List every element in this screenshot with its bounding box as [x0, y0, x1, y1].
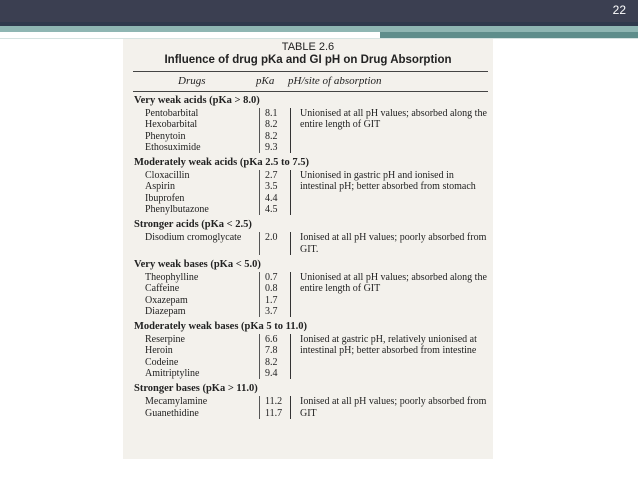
column-divider-right — [290, 334, 291, 379]
column-divider-left — [259, 108, 260, 153]
drug-pka: 2.7 — [265, 170, 278, 182]
drug-group — [123, 156, 493, 215]
absorption-note: Ionised at all pH values; poorly absorbed from GIT. — [300, 232, 487, 255]
drug-name: Guanethidine — [145, 407, 199, 419]
table-row — [123, 142, 493, 153]
drug-group — [123, 218, 493, 255]
group-heading: Very weak acids (pKa > 8.0) — [134, 95, 260, 106]
drug-pka: 0.8 — [265, 283, 278, 295]
scanned-table-image — [123, 39, 493, 459]
table-row — [123, 368, 493, 379]
drug-group — [123, 382, 493, 419]
table-rule-top — [133, 71, 488, 72]
drug-name: Theophylline — [145, 271, 199, 283]
drug-name: Reserpine — [145, 334, 185, 346]
group-heading: Moderately weak acids (pKa 2.5 to 7.5) — [134, 157, 309, 169]
column-header-site: pH/site of absorption — [288, 75, 382, 87]
drug-name: Mecamylamine — [145, 396, 208, 408]
column-divider-right — [290, 108, 291, 153]
group-rows — [123, 396, 493, 419]
absorption-note: Unionised at all pH values; absorbed along the entire length of GIT — [300, 271, 487, 295]
drug-pka: 2.0 — [265, 232, 278, 244]
column-divider-left — [259, 272, 260, 317]
drug-name: Caffeine — [145, 283, 180, 295]
drug-name: Amitriptyline — [145, 368, 200, 380]
drug-name: Ethosuximide — [145, 141, 201, 153]
drug-name: Pentobarbital — [145, 108, 199, 119]
drug-pka: 3.5 — [265, 181, 278, 193]
group-heading: Stronger bases (pKa > 11.0) — [134, 383, 258, 395]
drug-pka: 8.2 — [265, 119, 278, 131]
drug-name: Phenytoin — [145, 130, 186, 142]
drug-pka: 3.7 — [265, 305, 278, 317]
drug-name: Oxazepam — [145, 294, 188, 306]
slide-header-bar — [0, 0, 638, 22]
drug-name: Aspirin — [145, 181, 175, 193]
column-divider-left — [259, 232, 260, 255]
drug-group — [123, 320, 493, 379]
drug-pka: 4.4 — [265, 192, 278, 204]
group-rows — [123, 232, 493, 255]
table-rule-header — [133, 91, 488, 92]
drug-pka: 8.1 — [265, 108, 278, 119]
drug-name: Phenylbutazone — [145, 204, 209, 216]
group-rows — [123, 170, 493, 215]
table-row — [123, 193, 493, 204]
drug-pka: 0.7 — [265, 271, 278, 283]
table-row — [123, 204, 493, 215]
table-row — [123, 306, 493, 317]
table-row — [123, 131, 493, 142]
drug-group — [123, 94, 493, 153]
drug-pka: 9.3 — [265, 141, 278, 153]
column-divider-right — [290, 232, 291, 255]
table-row — [123, 295, 493, 306]
table-row — [123, 357, 493, 368]
absorption-note: Ionised at gastric pH, relatively unionised at intestinal pH; better absorbed from intestine — [300, 334, 477, 357]
drug-pka: 9.4 — [265, 368, 278, 380]
drug-name: Ibuprofen — [145, 192, 185, 204]
group-heading: Very weak bases (pKa < 5.0) — [134, 258, 261, 270]
column-divider-left — [259, 334, 260, 379]
drug-name: Codeine — [145, 356, 179, 368]
group-heading: Moderately weak bases (pKa 5 to 11.0) — [134, 321, 307, 333]
group-rows — [123, 272, 493, 317]
drug-name: Diazepam — [145, 305, 186, 317]
drug-pka: 8.2 — [265, 130, 278, 142]
drug-pka: 11.2 — [265, 396, 283, 408]
absorption-note: Ionised at all pH values; poorly absorbed from GIT — [300, 396, 487, 419]
column-divider-left — [259, 170, 260, 215]
column-header-pka: pKa — [256, 75, 275, 87]
group-rows — [123, 108, 493, 153]
absorption-note: Unionised at all pH values; absorbed along the entire length of GIT — [300, 108, 487, 131]
drug-pka: 1.7 — [265, 294, 278, 306]
drug-pka: 6.6 — [265, 334, 278, 346]
column-divider-right — [290, 170, 291, 215]
absorption-note: Unionised in gastric pH and ionised in intestinal pH; better absorbed from stomach — [300, 170, 476, 193]
drug-pka: 4.5 — [265, 204, 278, 216]
table-caption: Influence of drug pKa and GI pH on Drug Absorption — [164, 54, 452, 66]
table-label: TABLE 2.6 — [281, 41, 335, 53]
drug-pka: 11.7 — [265, 407, 283, 419]
drug-name: Hexobarbital — [145, 119, 198, 131]
group-heading: Stronger acids (pKa < 2.5) — [134, 219, 252, 231]
column-divider-right — [290, 396, 291, 419]
column-divider-left — [259, 396, 260, 419]
slide-number: 22 — [612, 3, 626, 17]
drug-name: Cloxacillin — [145, 170, 190, 182]
drug-pka: 7.8 — [265, 345, 278, 357]
drug-pka: 8.2 — [265, 356, 278, 368]
table-body — [123, 94, 493, 422]
drug-name: Disodium cromoglycate — [145, 232, 242, 244]
drug-group — [123, 258, 493, 317]
group-rows — [123, 334, 493, 379]
drug-name: Heroin — [145, 345, 173, 357]
column-header-drugs: Drugs — [178, 75, 206, 87]
column-divider-right — [290, 272, 291, 317]
